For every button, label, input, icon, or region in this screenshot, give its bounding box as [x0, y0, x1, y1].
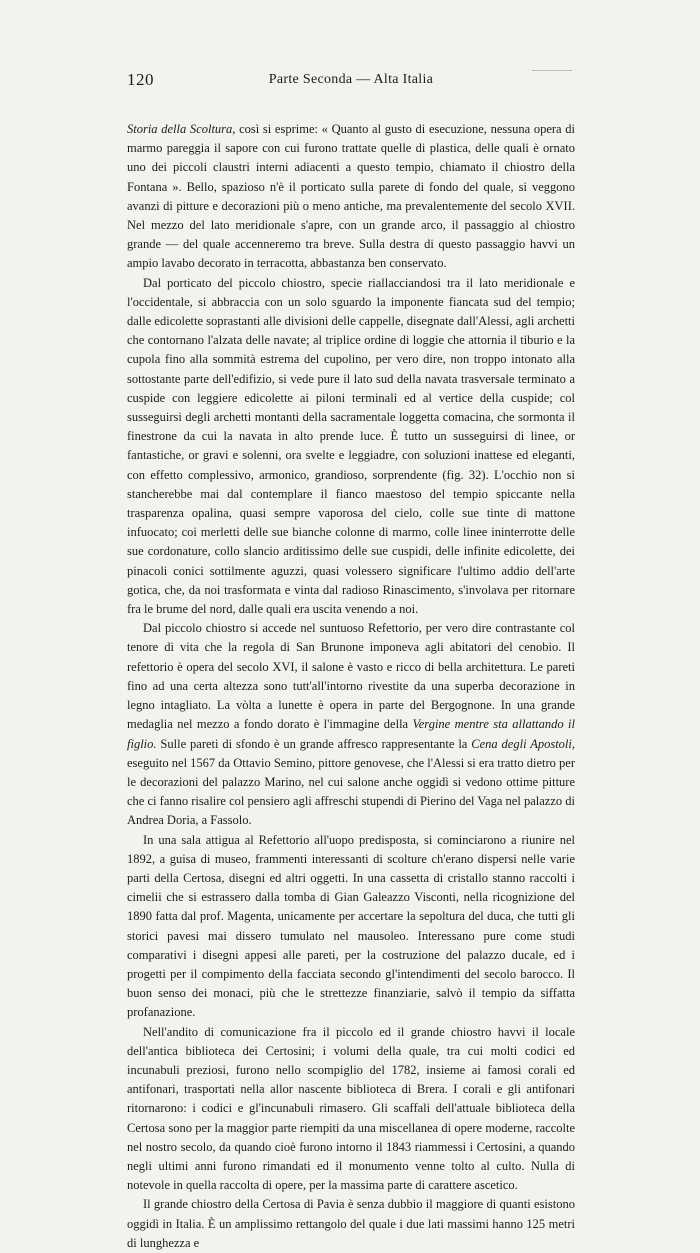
paragraph-text: Sulle pareti di sfondo è un grande affresco rappresentante la: [156, 736, 472, 751]
paragraph-text: eseguito nel 1567 da Ottavio Semino, pittore genovese, che l'Alessi si era tratto dietro per le decorazioni del palazzo Marino, nel cui salone anche oggidì si vedono ottime pitture che ci fanno risalire col pensiero agli affreschi stupendi di Pierino del Vaga nel palazzo di Andrea Doria, a Fassolo.: [127, 755, 575, 828]
body-text: [127, 120, 575, 1253]
italic-phrase: Vergine mentre sta allattando il figlio.: [127, 717, 575, 751]
italic-phrase: Cena degli Apostoli,: [471, 736, 576, 751]
page-number: 120: [127, 70, 154, 89]
paragraph: [127, 120, 575, 274]
paragraph: Dal porticato del piccolo chiostro, specie riallacciandosi tra il lato meridionale e l'occidentale, si abbraccia con un solo sguardo la imponente fiancata sud del tempio; dalle edicolette soprastanti alle divisioni delle cappelle, disegnate dall'Alessi, agli archetti che contornano l'alzata delle navate; al triplice ordine di loggie che attornia il tiburio e la cupola fino alla sommità estrema del cupolino, per vero dire, non troppo intonato alla sottostante parte dell'edifizio, si vede pure il lato sud della navata trasversale terminato a cuspide con leggiere edicolette ai piloni terminali ed al vertice della cuspide; col susseguirsi degli archetti montanti della sacramentale loggetta comacina, che sormonta il finestrone da cui la navata in alto prende luce. È tutto un susseguirsi di linee, or fantastiche, or gravi e solenni, ora svelte e leggiadre, con soluzioni inattese ed eleganti, con effetto complessivo, armonico, grandioso, sorprendente (fig. 32). L'occhio non si stancherebbe mai dal contemplare il fianco maestoso del tempio spiccante nella trasparenza opalina, quasi sempre vaporosa del cielo, colle sue tinte di mattone infuocato; coi merletti delle sue bianche colonne di marmo, colle linee ininterrotte delle sue cordonature, collo slancio arditissimo delle sue cuspidi, delle infinite edicolette, dei pinacoli conici sottilmente aguzzi, quasi volessero significare l'ultimo addio dell'arte gotica, che, da noi trasformata e vinta dal radioso Rinascimento, s'involava per ritornare fra le brume del nord, dalle quali era uscita venendo a noi.: [127, 275, 575, 617]
paragraph-text: Dal piccolo chiostro si accede nel suntuoso Refettorio, per vero dire contrastante col tenore di vita che la regola di San Brunone imponeva agli abitatori del cenobio. Il refettorio è opera del secolo XVI, il salone è vasto e ricco di bella architettura. Le pareti fino ad una certa altezza sono tutt'all'intorno rivestite da una superba decorazione in legno intagliato. La vòlta a lunette è opera in parte del Bergognone. In una grande medaglia nel mezzo a fondo dorato è l'immagine della: [127, 621, 575, 732]
paragraph: Il grande chiostro della Certosa di Pavia è senza dubbio il maggiore di quanti esistono oggidì in Italia. È un amplissimo rettangolo del quale i due lati massimi hanno 125 metri di lunghezza e: [127, 1197, 575, 1250]
italic-phrase: Storia della Scoltura,: [127, 122, 236, 136]
paragraph-text: così si esprime: « Quanto al gusto di esecuzione, nessuna opera di marmo pareggia il sapore con cui furono trattate quelle di plastica, delle quali è ornato uno dei piccoli claustri interni adiacenti a questo tempio, chiamato il chiostro della Fontana ». Bello, spazioso n'è il porticato sulla parete di fondo del quale, si veggono avanzi di pitture e decorazioni più o meno antiche, ma prevalentemente del secolo XVII. Nel mezzo del lato meridionale s'apre, con un grande arco, il passaggio al chiostro grande — del quale accenneremo tra breve. Sulla destra di questo passaggio havvi un ampio lavabo decorato in terracotta, abbastanza ben conservato.: [127, 122, 575, 271]
page-header: [127, 70, 575, 94]
running-title: Parte Seconda — Alta Italia: [268, 72, 434, 87]
paragraph: Nell'andito di comunicazione fra il piccolo ed il grande chiostro havvi il locale dell'antica biblioteca dei Certosini; i volumi della quale, tra cui molti codici ed incunabuli preziosi, furono nello scompiglio del 1782, insieme ai famosi corali ed antifonari, trasportati nella allor nascente biblioteca di Brera. I corali e gli antifonari ritornarono: i codici e gl'incunabuli rimasero. Gli scaffali dell'attuale biblioteca della Certosa sono per la maggior parte riempiti da una miscellanea di opere moderne, raccolte nel nostro secolo, da quando cioè furono intorno il 1843 riammessi i Certosini, a quando negli ultimi anni furono rimandati ed il monumento venne tolto al culto. Nulla di notevole in quella raccolta di opere, per la massima parte di carattere ascetico.: [127, 1024, 575, 1193]
paragraph: [127, 619, 575, 830]
paragraph: In una sala attigua al Refettorio all'uopo predisposta, si cominciarono a riunire nel 1892, a guisa di museo, frammenti interessanti di scolture ch'erano dispersi nelle varie parti della Certosa, disegni ed altri oggetti. In una cassetta di cristallo stanno raccolti i cimelii che si estrassero dalla tomba di Gian Galeazzo Visconti, nella ricognizione del 1890 fatta dal prof. Magenta, unicamente per accertare la sepoltura del duca, che tutti gli storici pavesi mai dissero tumulato nel mausoleo. Interessano pure come studi comparativi i disegni appesi alle pareti, per la costruzione del palazzo ducale, ed i progetti per il compimento della facciata secondo gl'intendimenti del secolo barocco. Il buon senso dei monaci, più che le strettezze finanziarie, salvò il tempio da siffatta profanazione.: [127, 832, 575, 1020]
scan-mark: [532, 70, 572, 71]
